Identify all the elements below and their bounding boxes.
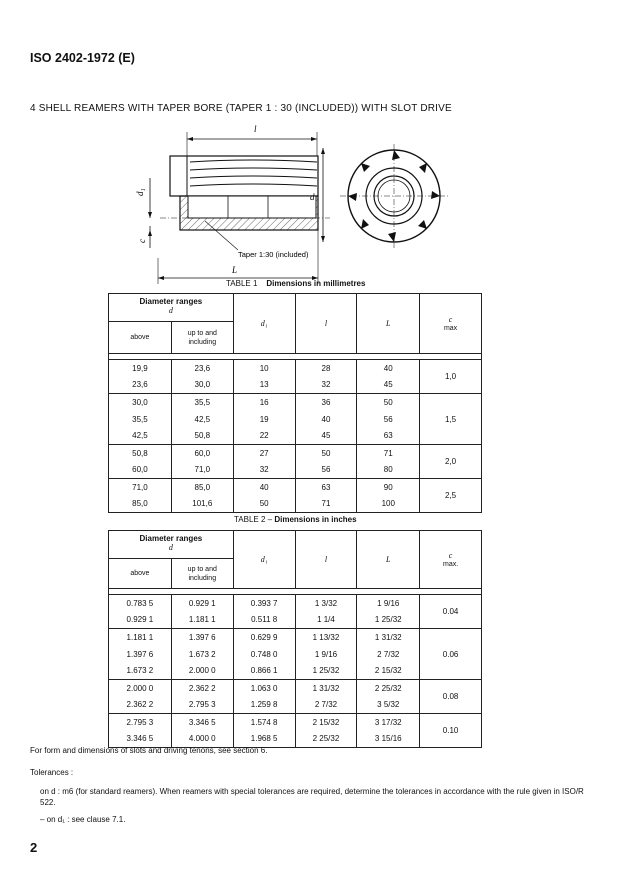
table-cell: 1 9/16 (357, 595, 420, 612)
t2-head-above: above (109, 559, 172, 589)
reamer-drawing (130, 118, 450, 288)
table-cell: 1 31/32 (295, 680, 357, 697)
table-cell: 45 (295, 428, 357, 445)
t2-head-c: c max. (420, 531, 482, 589)
table-cell: 2.795 3 (171, 697, 233, 714)
t1-head-c: c max (420, 294, 482, 354)
table-row (109, 479, 482, 496)
table-cell: 0.783 5 (109, 595, 172, 612)
table-cell: 2 15/32 (295, 714, 357, 731)
table-cell: 1.181 1 (171, 612, 233, 629)
table-cell: 40 (357, 360, 420, 377)
table-cell-c-max: 0.06 (420, 629, 482, 680)
label-c: c (137, 239, 147, 243)
table-cell: 2.362 2 (109, 697, 172, 714)
table-cell: 3.346 5 (109, 731, 172, 748)
table-cell: 1.673 2 (171, 646, 233, 663)
table-cell: 71,0 (109, 479, 172, 496)
arrow-left-icon (187, 137, 193, 141)
table-cell: 0.629 9 (233, 629, 295, 646)
t1-head-diameter (109, 294, 234, 322)
table-cell: 0.393 7 (233, 595, 295, 612)
table-cell: 100 (357, 496, 420, 513)
table-cell: 71 (295, 496, 357, 513)
table-cell: 19 (233, 411, 295, 428)
table-row (109, 680, 482, 697)
note-tolerance-d: on d : m6 (for standard reamers). When reamers with special tolerances are required, determine the tolerances in accordance with the rule given in ISO/R 522. (40, 787, 584, 807)
t2-head-upto: up to and including (171, 559, 233, 589)
table-cell: 0.866 1 (233, 663, 295, 680)
table-cell: 2 7/32 (295, 697, 357, 714)
table-cell: 1 13/32 (295, 629, 357, 646)
table-cell: 4.000 0 (171, 731, 233, 748)
table-cell: 13 (233, 377, 295, 394)
table1-caption-prefix: TABLE 1 (226, 279, 258, 288)
table-cell: 60,0 (109, 462, 172, 479)
table-cell: 1 3/32 (295, 595, 357, 612)
table-inches (108, 530, 482, 748)
table-cell: 2 25/32 (357, 680, 420, 697)
table-cell: 1.574 8 (233, 714, 295, 731)
table-row (109, 394, 482, 411)
t1-head-diam-label: Diameter ranges (139, 297, 203, 306)
t1-head-upto: up to and including (171, 322, 233, 354)
table-cell: 2 25/32 (295, 731, 357, 748)
table-cell: 28 (295, 360, 357, 377)
table-row (109, 714, 482, 731)
table-cell: 56 (357, 411, 420, 428)
table-cell: 1.181 1 (109, 629, 172, 646)
table-cell: 35,5 (171, 394, 233, 411)
table-cell: 3 15/16 (357, 731, 420, 748)
table-cell: 1.259 8 (233, 697, 295, 714)
table-cell: 45 (357, 377, 420, 394)
table-cell: 50 (357, 394, 420, 411)
table-cell: 71,0 (171, 462, 233, 479)
table-cell: 2.795 3 (109, 714, 172, 731)
table-cell: 50,8 (109, 445, 172, 462)
table-cell: 0.929 1 (109, 612, 172, 629)
table-cell-c-max: 1,5 (420, 394, 482, 445)
t2-head-L: L (357, 531, 420, 589)
table1-caption (226, 279, 365, 288)
table-cell: 19,9 (109, 360, 172, 377)
table-cell: 2.000 0 (109, 680, 172, 697)
t1-head-L: L (357, 294, 420, 354)
table-cell: 0.748 0 (233, 646, 295, 663)
table-cell: 42,5 (109, 428, 172, 445)
table-cell: 1 9/16 (295, 646, 357, 663)
table-cell: 1 1/4 (295, 612, 357, 629)
table-cell: 1.673 2 (109, 663, 172, 680)
table-cell: 36 (295, 394, 357, 411)
table-cell-c-max: 2,5 (420, 479, 482, 513)
table-cell: 80 (357, 462, 420, 479)
table-cell: 2.362 2 (171, 680, 233, 697)
table-cell: 2.000 0 (171, 663, 233, 680)
table-cell: 35,5 (109, 411, 172, 428)
table-cell: 30,0 (171, 377, 233, 394)
table-cell: 63 (357, 428, 420, 445)
table-cell-c-max: 0.08 (420, 680, 482, 714)
table-cell: 0.929 1 (171, 595, 233, 612)
table1-caption-title: Dimensions in millimetres (266, 279, 366, 288)
t1-head-d1: d₁ (233, 294, 295, 354)
end-view (340, 144, 448, 248)
table-cell: 50 (233, 496, 295, 513)
table-cell-c-max: 0.10 (420, 714, 482, 748)
table-cell: 32 (295, 377, 357, 394)
table-cell: 60,0 (171, 445, 233, 462)
table-cell: 2 15/32 (357, 663, 420, 680)
table-cell: 27 (233, 445, 295, 462)
table-cell-c-max: 1,0 (420, 360, 482, 394)
table-cell: 1.063 0 (233, 680, 295, 697)
arrow-down-icon (148, 212, 152, 218)
table-cell: 40 (233, 479, 295, 496)
table-cell: 16 (233, 394, 295, 411)
table-cell-c-max: 0.04 (420, 595, 482, 629)
t2-head-diam-label: Diameter ranges (139, 534, 203, 543)
table-cell: 3 5/32 (357, 697, 420, 714)
table-cell: 23,6 (109, 377, 172, 394)
table-cell: 0.511 8 (233, 612, 295, 629)
note-tolerances-heading: Tolerances : (30, 768, 74, 777)
table-cell: 2 7/32 (357, 646, 420, 663)
table-cell: 10 (233, 360, 295, 377)
t2-head-d: d (168, 543, 173, 552)
table-cell: 90 (357, 479, 420, 496)
table-row (109, 360, 482, 377)
table-cell: 30,0 (109, 394, 172, 411)
table-cell: 1 25/32 (357, 612, 420, 629)
table-cell: 1 25/32 (295, 663, 357, 680)
note-tolerance-d1: – on d₁ : see clause 7.1. (40, 815, 126, 824)
table-cell: 32 (233, 462, 295, 479)
section-title: 4 SHELL REAMERS WITH TAPER BORE (TAPER 1 : 30 (INCLUDED)) WITH SLOT DRIVE (30, 103, 452, 114)
table-cell: 42,5 (171, 411, 233, 428)
table-cell: 1.397 6 (171, 629, 233, 646)
page-number: 2 (30, 840, 38, 855)
table-cell: 63 (295, 479, 357, 496)
table-cell: 1.968 5 (233, 731, 295, 748)
table-cell: 23,6 (171, 360, 233, 377)
table-cell: 50 (295, 445, 357, 462)
table-cell: 1 31/32 (357, 629, 420, 646)
table-cell: 3.346 5 (171, 714, 233, 731)
label-l: l (254, 124, 257, 134)
arrow-right-icon (311, 137, 317, 141)
table2-caption: TABLE 2 – Dimensions in inches (234, 515, 357, 524)
t1-head-above: above (109, 322, 172, 354)
table-millimetres (108, 293, 482, 513)
table-cell: 85,0 (109, 496, 172, 513)
table-cell: 56 (295, 462, 357, 479)
table-cell: 71 (357, 445, 420, 462)
table-cell: 85,0 (171, 479, 233, 496)
table-cell: 40 (295, 411, 357, 428)
label-d: d (310, 192, 315, 202)
note-form: For form and dimensions of slots and driving tenons, see section 6. (30, 746, 268, 755)
t2-head-l: l (295, 531, 357, 589)
table-row (109, 595, 482, 612)
taper-note: Taper 1:30 (included) (238, 250, 309, 259)
table-cell: 22 (233, 428, 295, 445)
table-cell: 3 17/32 (357, 714, 420, 731)
t1-head-d: d (168, 306, 173, 315)
document-id: ISO 2402-1972 (E) (30, 51, 135, 65)
table-row (109, 629, 482, 646)
t2-head-diameter (109, 531, 234, 559)
t1-head-l: l (295, 294, 357, 354)
table-cell-c-max: 2,0 (420, 445, 482, 479)
table2-caption-prefix: TABLE 2 (234, 515, 266, 524)
table-cell: 101,6 (171, 496, 233, 513)
table-cell: 50,8 (171, 428, 233, 445)
t2-head-d1: d₁ (233, 531, 295, 589)
label-L: L (232, 265, 238, 275)
table-cell: 1.397 6 (109, 646, 172, 663)
table2-caption-title: Dimensions in inches (274, 515, 357, 524)
table-row (109, 445, 482, 462)
label-d1: d₁ (135, 188, 145, 196)
